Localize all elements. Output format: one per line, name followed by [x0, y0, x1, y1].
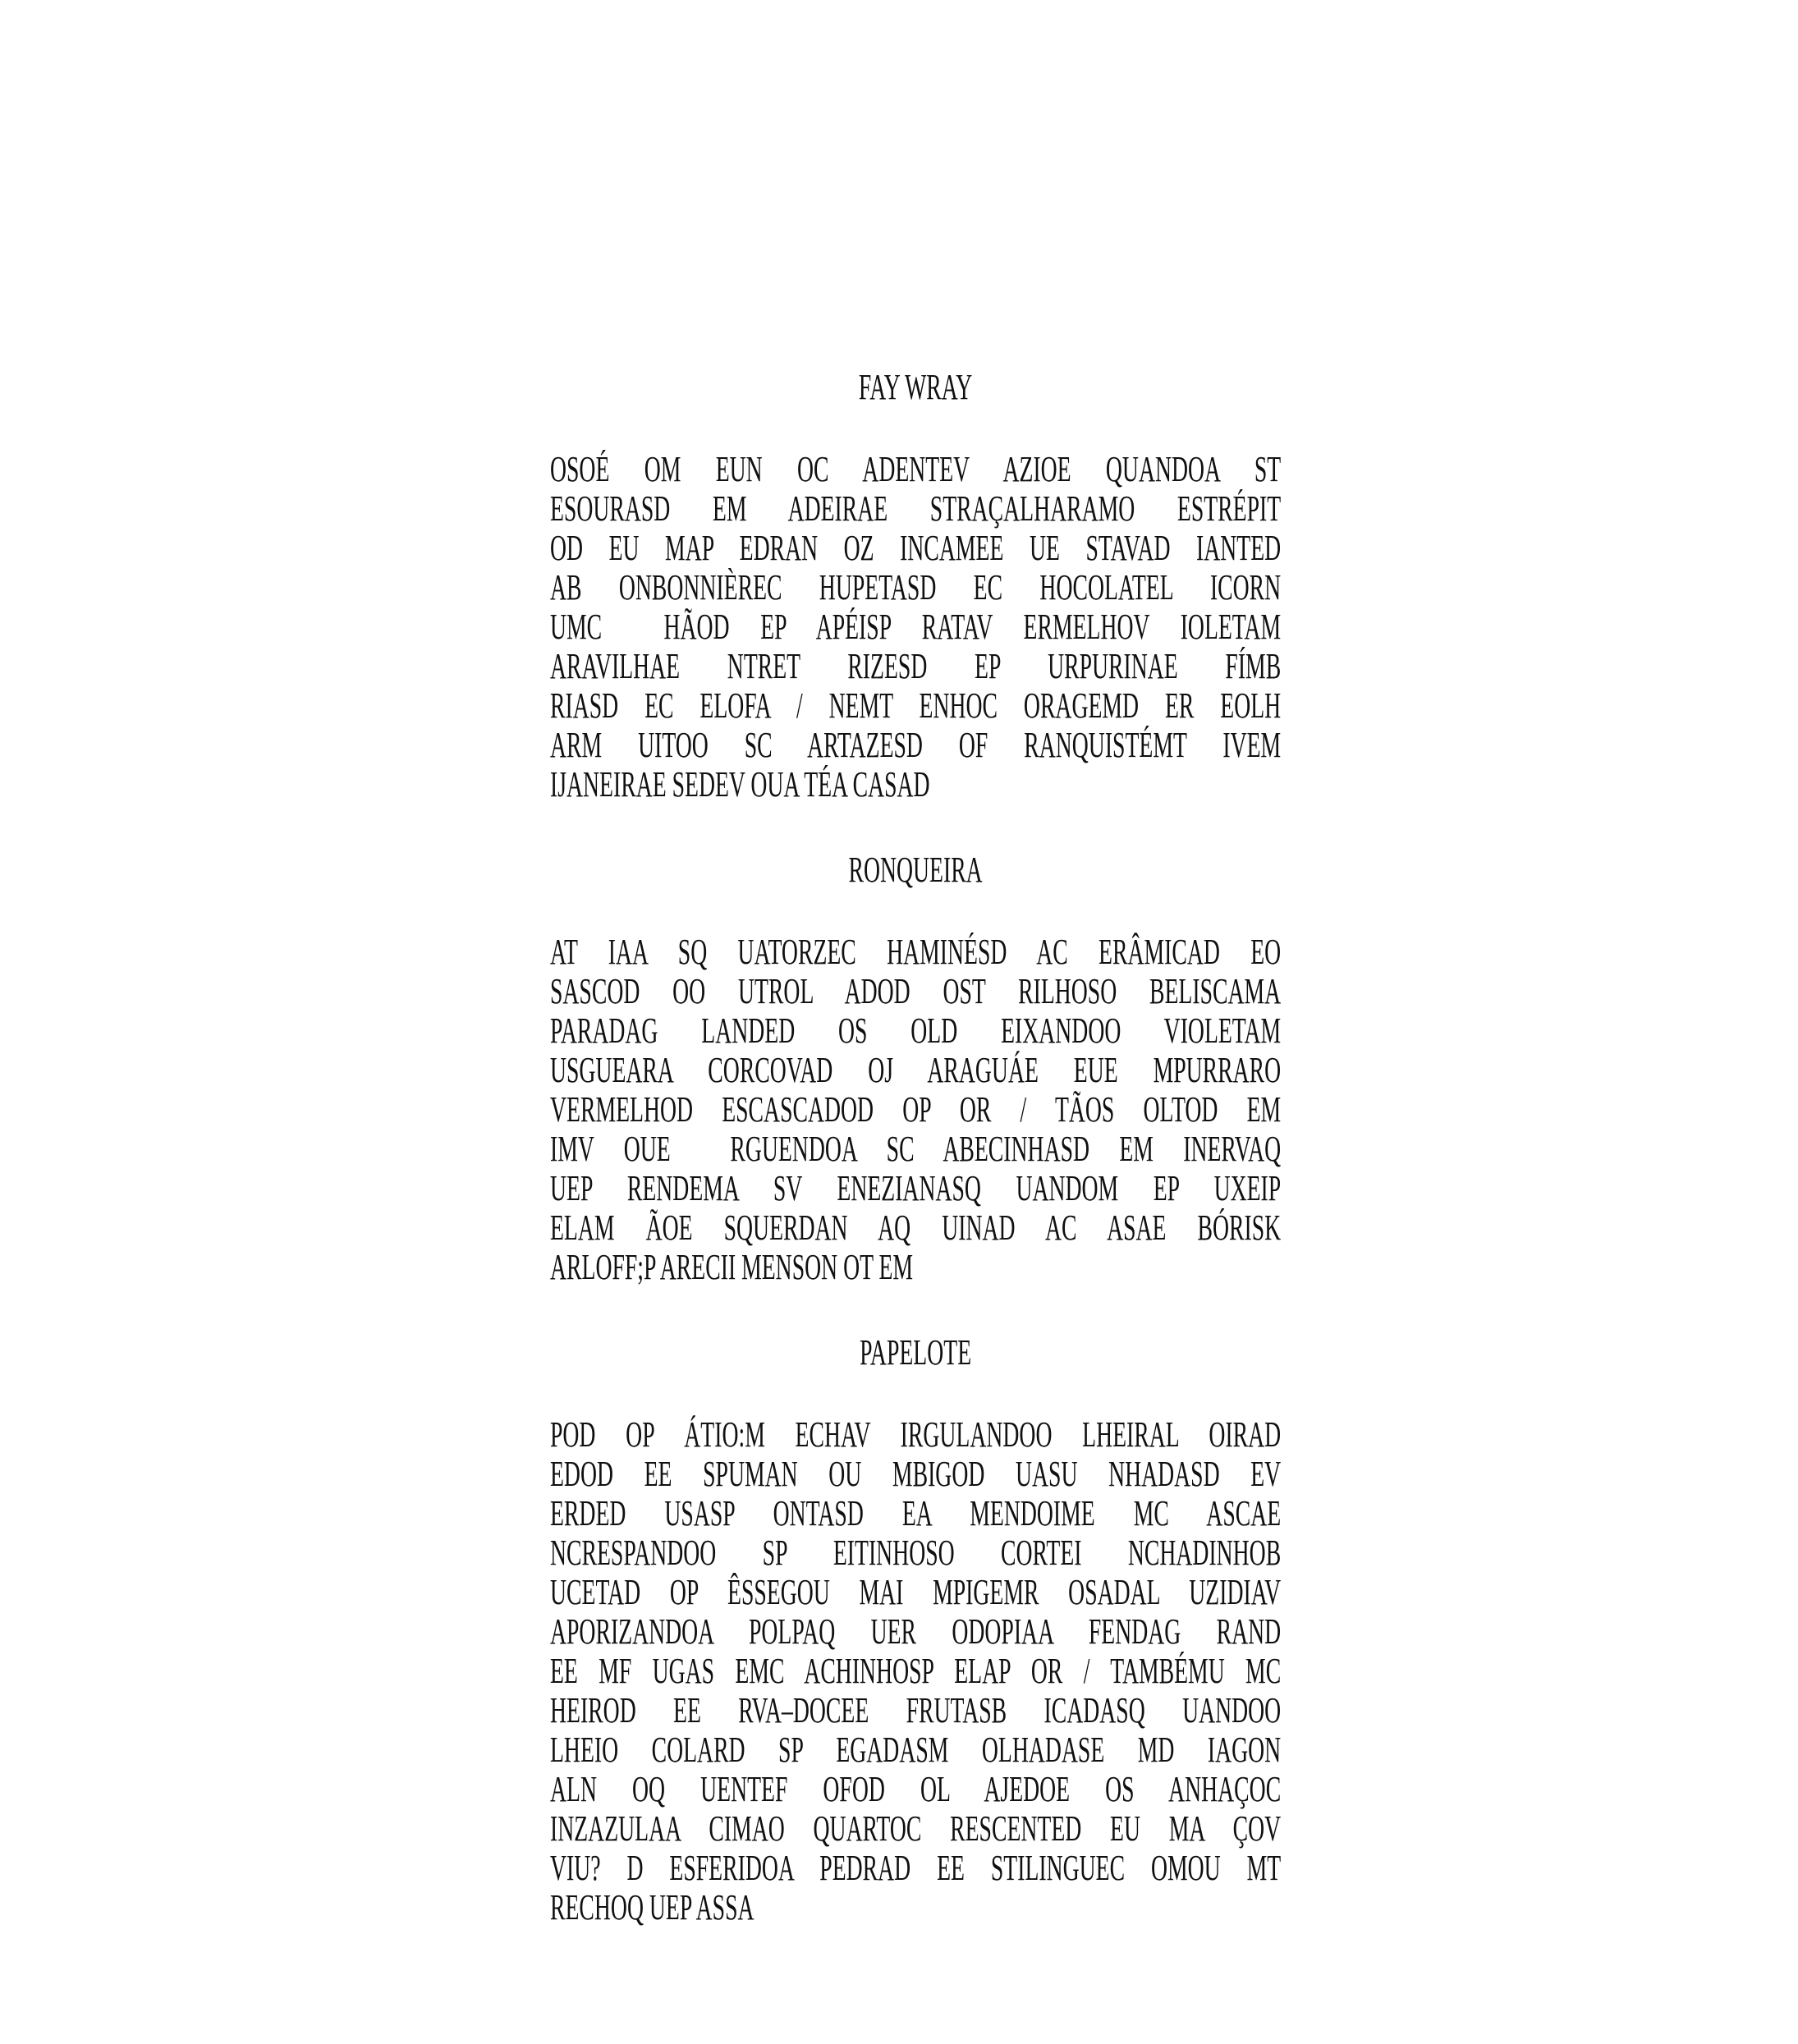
- text-line: IMV OUE RGUENDOA SC ABECINHASD EM INERVAQ: [550, 1129, 1282, 1169]
- text-line: ELAM ÃOE SQUERDAN AQ UINAD AC ASAE BÓRISK: [550, 1208, 1282, 1248]
- section-fay-wray: [550, 368, 1281, 804]
- text-line: EE MF UGAS EMC ACHINHOSP ELAP OR / TAMBÉMU MC: [550, 1651, 1282, 1691]
- text-line: ESOURASD EM ADEIRAE STRAÇALHARAMO ESTRÉPIT: [550, 488, 1282, 529]
- text-block: [550, 368, 1281, 1973]
- paragraph: [550, 450, 1281, 804]
- text-line: PARADAG LANDED OS OLD EIXANDOO VIOLETAM: [550, 1011, 1282, 1051]
- text-line: POD OP ÁTIO:M ECHAV IRGULANDOO LHEIRAL OIRAD: [550, 1414, 1282, 1455]
- section-heading: RONQUEIRA: [848, 850, 983, 890]
- text-line: OD EU MAP EDRAN OZ INCAMEE UE STAVAD IANTED: [550, 528, 1282, 568]
- text-line: UEP RENDEMA SV ENEZIANASQ UANDOM EP UXEIP: [550, 1168, 1282, 1208]
- text-line: RIASD EC ELOFA / NEMT ENHOC ORAGEMD ER EOLH: [550, 685, 1282, 726]
- text-line: UCETAD OP ÊSSEGOU MAI MPIGEMR OSADAL UZIDIAV: [550, 1572, 1282, 1612]
- text-line: VIU? D ESFERIDOA PEDRAD EE STILINGUEC OMOU MT: [550, 1848, 1282, 1888]
- text-line: ERDED USASP ONTASD EA MENDOIME MC ASCAE: [550, 1493, 1282, 1533]
- section-heading: PAPELOTE: [860, 1332, 972, 1373]
- text-line: NCRESPANDOO SP EITINHOSO CORTEI NCHADINHOB: [550, 1533, 1282, 1573]
- paragraph: [550, 1415, 1281, 1927]
- text-line: ARLOFF;P ARECII MENSON OT EM: [550, 1247, 914, 1287]
- text-line: LHEIO COLARD SP EGADASM OLHADASE MD IAGON: [550, 1730, 1282, 1770]
- text-line: USGUEARA CORCOVAD OJ ARAGUÁE EUE MPURRARO: [550, 1050, 1282, 1090]
- text-line: UMC HÃOD EP APÉISP RATAV ERMELHOV IOLETAM: [550, 607, 1282, 647]
- section-papelote: [550, 1333, 1281, 1927]
- text-line: ALN OQ UENTEF OFOD OL AJEDOE OS ANHAÇOC: [550, 1769, 1282, 1809]
- section-heading: FAY WRAY: [858, 367, 973, 407]
- text-line: AT IAA SQ UATORZEC HAMINÉSD AC ERÂMICAD EO: [550, 932, 1282, 972]
- text-line: APORIZANDOA POLPAQ UER ODOPIAA FENDAG RAND: [550, 1611, 1282, 1652]
- text-line: SASCOD OO UTROL ADOD OST RILHOSO BELISCAMA: [550, 971, 1282, 1011]
- text-line: ARM UITOO SC ARTAZESD OF RANQUISTÉMT IVEM: [550, 725, 1282, 765]
- text-line: ARAVILHAE NTRET RIZESD EP URPURINAE FÍMB: [550, 646, 1282, 686]
- text-line: EDOD EE SPUMAN OU MBIGOD UASU NHADASD EV: [550, 1454, 1282, 1494]
- text-line: RECHOQ UEP ASSA: [550, 1887, 755, 1927]
- paragraph: [550, 933, 1281, 1287]
- text-line: VERMELHOD ESCASCADOD OP OR / TÃOS OLTOD EM: [550, 1089, 1282, 1130]
- text-line: IJANEIRAE SEDEV OUA TÉA CASAD: [550, 764, 930, 804]
- text-line: INZAZULAA CIMAO QUARTOC RESCENTED EU MA ÇOV: [550, 1808, 1282, 1849]
- text-line: OSOÉ OM EUN OC ADENTEV AZIOE QUANDOA ST: [550, 449, 1282, 489]
- section-ronqueira: [550, 850, 1281, 1287]
- text-line: HEIROD EE RVA–DOCEE FRUTASB ICADASQ UANDOO: [550, 1690, 1282, 1730]
- text-line: AB ONBONNIÈREC HUPETASD EC HOCOLATEL ICORN: [550, 567, 1282, 607]
